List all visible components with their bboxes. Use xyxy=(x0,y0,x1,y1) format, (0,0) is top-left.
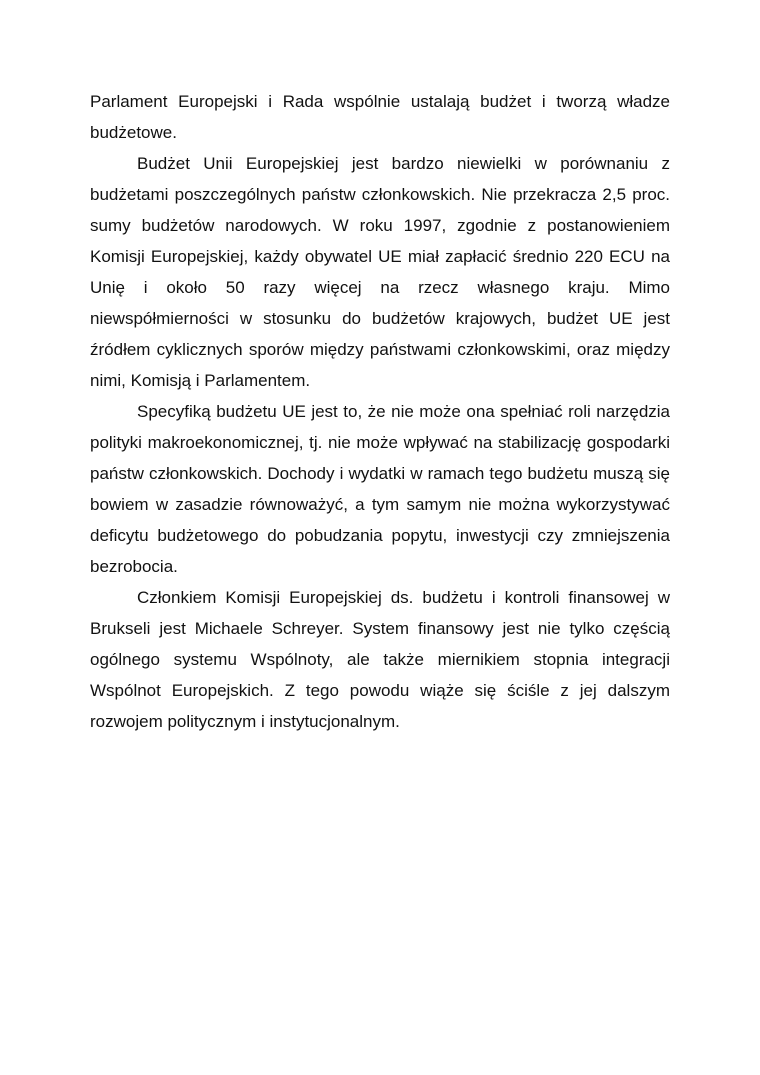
paragraph-budget-size: Budżet Unii Europejskiej jest bardzo niewielki w porównaniu z budżetami poszczególnych państw członkowskich. Nie przekracza 2,5 proc. sumy budżetów narodowych. W roku 1997, zgodnie z postanowieniem Komisji Europejskiej, każdy obywatel UE miał zapłacić średnio 220 ECU na Unię i około 50 razy więcej na rzecz własnego kraju. Mimo niewspółmierności w stosunku do budżetów krajowych, budżet UE jest źródłem cyklicznych sporów między państwami członkowskimi, oraz między nimi, Komisją i Parlamentem. xyxy=(90,154,670,390)
document-body xyxy=(90,86,670,737)
paragraph-budget-specificity: Specyfiką budżetu UE jest to, że nie może ona spełniać roli narzędzia polityki makroekonomicznej, tj. nie może wpływać na stabilizację gospodarki państw członkowskich. Dochody i wydatki w ramach tego budżetu muszą się bowiem w zasadzie równoważyć, a tym samym nie można wykorzystywać deficytu budżetowego do pobudzania popytu, inwestycji czy zmniejszenia bezrobocia. xyxy=(90,402,670,576)
paragraph-commission-member: Członkiem Komisji Europejskiej ds. budżetu i kontroli finansowej w Brukseli jest Michaele Schreyer. System finansowy jest nie tylko częścią ogólnego systemu Wspólnoty, ale także miernikiem stopnia integracji Wspólnot Europejskich. Z tego powodu wiąże się ściśle z jej dalszym rozwojem politycznym i instytucjonalnym. xyxy=(90,588,670,731)
paragraph-parliament-council: Parlament Europejski i Rada wspólnie ustalają budżet i tworzą władze budżetowe. xyxy=(90,92,670,142)
